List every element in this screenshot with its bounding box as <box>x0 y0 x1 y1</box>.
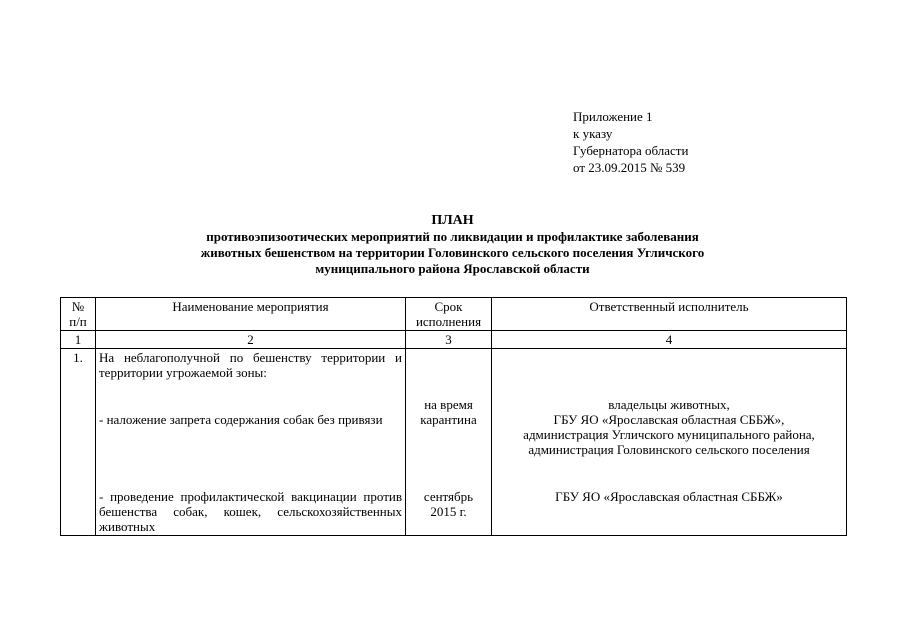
appendix-line-2: к указу <box>573 126 613 141</box>
header-responsible: Ответственный исполнитель <box>492 298 847 331</box>
appendix-line-4: от 23.09.2015 № 539 <box>573 160 686 175</box>
header-num <box>61 298 96 331</box>
column-number-4: 4 <box>492 331 847 349</box>
header-term-line-2: исполнения <box>415 314 482 329</box>
header-name: Наименование мероприятия <box>96 298 406 331</box>
column-number-row <box>61 331 847 349</box>
header-num-line-1: № <box>71 299 85 314</box>
measure-2-text: - проведение профилактической вакцинации против бешенства собак, кошек, сельскохозяйственных животных <box>99 489 402 534</box>
appendix-block <box>573 108 688 176</box>
measure-1-term-line-1: на время <box>424 397 473 412</box>
header-term <box>406 298 492 331</box>
column-number-1: 1 <box>61 331 96 349</box>
measure-1-resp-line-1: владельцы животных, <box>608 397 730 412</box>
title-line-3: муниципального района Ярославской области <box>315 261 590 276</box>
row-intro: На неблагополучной по бешенству территории и территории угрожаемой зоны: <box>99 350 402 380</box>
row-number: 1. <box>61 349 96 536</box>
column-number-3: 3 <box>406 331 492 349</box>
plan-table <box>60 297 847 536</box>
measure-1-resp-line-4: администрация Головинского сельского поселения <box>528 442 810 457</box>
measure-2-resp: ГБУ ЯО «Ярославская областная СББЖ» <box>555 489 783 504</box>
row-responsible <box>492 349 847 536</box>
measure-1-term-line-2: карантина <box>420 412 477 427</box>
measure-1-resp-line-2: ГБУ ЯО «Ярославская областная СББЖ», <box>553 412 785 427</box>
column-number-2: 2 <box>96 331 406 349</box>
measure-2-term-line-2: 2015 г. <box>430 504 467 519</box>
table-row <box>61 349 847 536</box>
appendix-line-3: Губернатора области <box>573 143 689 158</box>
plan-title: ПЛАН <box>431 213 474 228</box>
header-row <box>61 298 847 331</box>
measure-2-term-line-1: сентябрь <box>423 489 474 504</box>
measure-1-resp-line-3: администрация Угличского муниципального района, <box>523 427 815 442</box>
row-terms <box>406 349 492 536</box>
row-measures <box>96 349 406 536</box>
title-line-2: животных бешенством на территории Головинского сельского поселения Угличского <box>200 245 705 260</box>
header-num-line-2: п/п <box>69 314 87 329</box>
measure-1-text: - наложение запрета содержания собак без привязи <box>99 412 383 427</box>
appendix-line-1: Приложение 1 <box>573 109 653 124</box>
title-line-1: противоэпизоотических мероприятий по ликвидации и профилактике заболевания <box>206 229 699 244</box>
header-term-line-1: Срок <box>434 299 463 314</box>
document-title <box>60 212 845 277</box>
